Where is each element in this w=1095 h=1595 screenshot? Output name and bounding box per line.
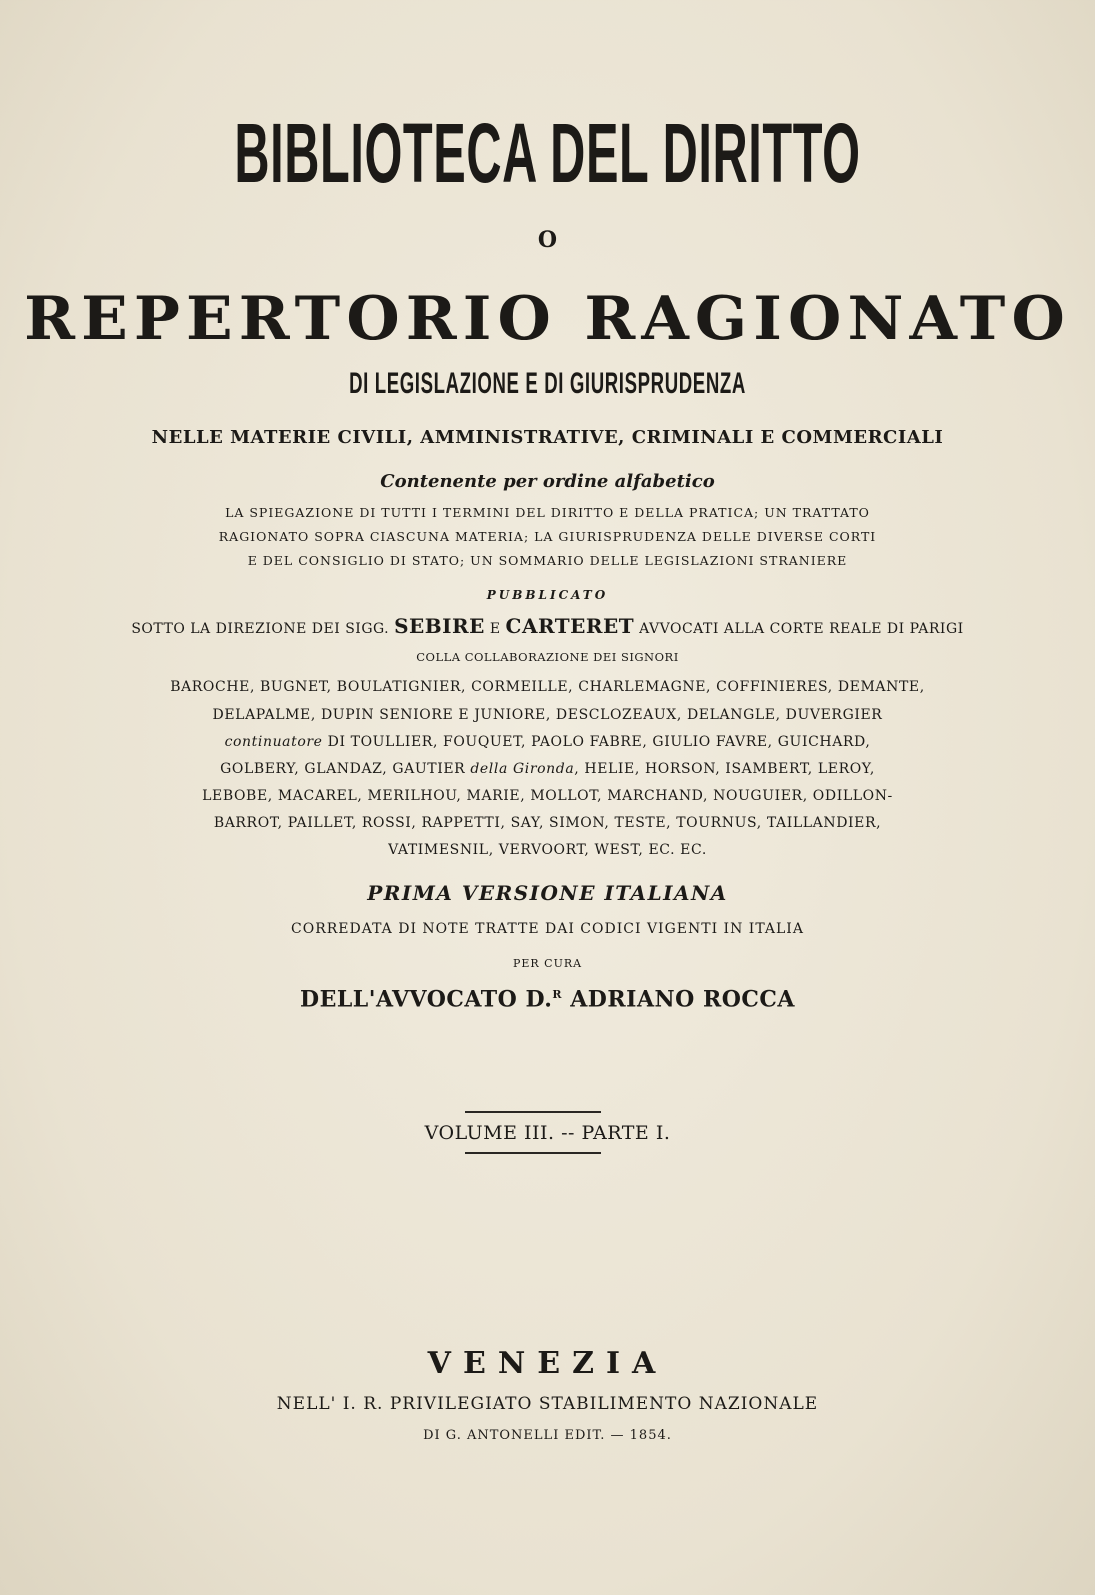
collaborators-line: VATIMESNIL, VERVOORT, WEST, EC. EC. <box>388 842 707 858</box>
title-connector: O <box>537 227 558 253</box>
collaborators-text: DI TOULLIER, FOUQUET, PAOLO FABRE, GIULIO FAVRE, GUICHARD, <box>327 734 871 750</box>
contents-intro: Contenente per ordine alfabetico <box>380 471 715 492</box>
direction-suffix: AVVOCATI ALLA CORTE REALE DI PARIGI <box>639 621 964 637</box>
editor-name-sebire: SEBIRE <box>394 614 485 638</box>
description-line: E DEL CONSIGLIO DI STATO; UN SOMMARIO DELLE LEGISLAZIONI STRANIERE <box>247 553 848 568</box>
volume-label: VOLUME III. -- PARTE I. <box>424 1122 671 1144</box>
collaborators-text: GOLBERY, GLANDAZ, GAUTIER <box>220 761 466 777</box>
collaborators-italic: continuatore <box>224 734 323 750</box>
published-label: PUBBLICATO <box>486 588 609 602</box>
imprint-city: VENEZIA <box>427 1346 668 1381</box>
main-title: BIBLIOTECA DEL DIRITTO <box>234 106 861 200</box>
editor-name-carteret: CARTERET <box>505 614 635 638</box>
collaborators-line: BARROT, PAILLET, ROSSI, RAPPETTI, SAY, SIMON, TESTE, TOURNUS, TAILLANDIER, <box>213 815 882 831</box>
collaborators-line: DELAPALME, DUPIN SENIORE E JUNIORE, DESCLOZEAUX, DELANGLE, DUVERGIER <box>212 707 883 723</box>
direction-conjunction: E <box>489 621 501 637</box>
collaborators-line: LEBOBE, MACAREL, MERILHOU, MARIE, MOLLOT, MARCHAND, NOUGUIER, ODILLON- <box>202 788 893 804</box>
collaborators-line <box>0 758 1095 780</box>
imprint-printer: NELL' I. R. PRIVILEGIATO STABILIMENTO NAZIONALE <box>276 1394 819 1414</box>
description-line: RAGIONATO SOPRA CIASCUNA MATERIA; LA GIURISPRUDENZA DELLE DIVERSE CORTI <box>218 529 877 544</box>
edited-by-label: PER CURA <box>512 957 583 970</box>
imprint-publisher-date: DI G. ANTONELLI EDIT. — 1854. <box>423 1428 672 1443</box>
volume-rule-bottom <box>465 1152 601 1154</box>
direction-line <box>0 614 1095 641</box>
collaborators-line: BAROCHE, BUGNET, BOULATIGNIER, CORMEILLE, CHARLEMAGNE, COFFINIERES, DEMANTE, <box>170 679 925 695</box>
translator-title-superscript: R <box>552 988 563 1001</box>
volume-rule-top <box>465 1111 601 1113</box>
translator-name <box>0 980 1095 1014</box>
legislation-heading: DI LEGISLAZIONE E DI GIURISPRUDENZA <box>349 367 746 400</box>
direction-prefix: SOTTO LA DIREZIONE DEI SIGG. <box>131 621 390 637</box>
first-italian-version: PRIMA VERSIONE ITALIANA <box>367 881 728 905</box>
collaborators-italic: della Gironda <box>470 761 575 777</box>
translator-surname: ADRIANO ROCCA <box>562 986 795 1013</box>
collaborators-text: , HELIE, HORSON, ISAMBERT, LEROY, <box>574 761 875 777</box>
collaborators-line <box>0 731 1095 753</box>
subtitle: REPERTORIO RAGIONATO <box>24 284 1071 354</box>
description-line: LA SPIEGAZIONE DI TUTTI I TERMINI DEL DIRITTO E DELLA PRATICA; UN TRATTATO <box>225 505 870 520</box>
translator-prefix: DELL'AVVOCATO D. <box>299 986 553 1013</box>
annotations-note: CORREDATA DI NOTE TRATTE DAI CODICI VIGENTI IN ITALIA <box>291 921 804 937</box>
subject-matters: NELLE MATERIE CIVILI, AMMINISTRATIVE, CRIMINALI E COMMERCIALI <box>151 427 944 448</box>
collaboration-label: COLLA COLLABORAZIONE DEI SIGNORI <box>416 650 679 664</box>
